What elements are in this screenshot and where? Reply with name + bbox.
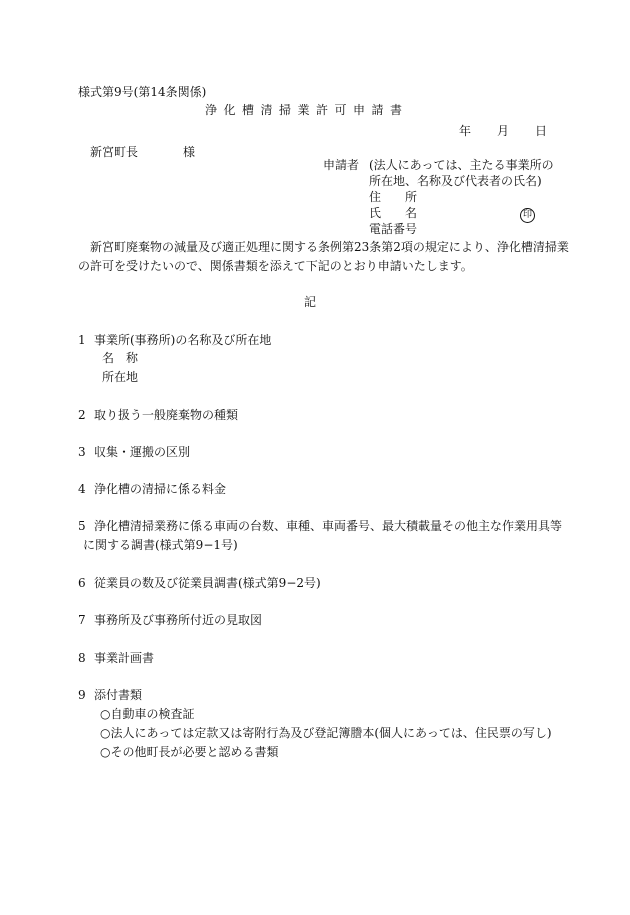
applicant-note-line2: 所在地、名称及び代表者の氏名) [369,174,542,188]
applicant-label: 申請者 [323,158,360,172]
body-line-1: 新宮町廃棄物の減量及び適正処理に関する条例第23条第2項の規定により、浄化槽清掃業 [90,240,569,254]
attachment-other-documents: ○その他町長が必要と認める書類 [100,745,279,759]
item-4-number: 4 [78,482,86,496]
document-title: 浄化槽清掃業許可申請書 [205,103,409,117]
item-8-text: 事業計画書 [94,651,155,665]
item-5-text: 浄化槽清掃業務に係る車両の台数、車種、車両番号、最大積載量その他主な作業用具等 [94,519,563,533]
addressee-name: 新宮町長 [90,145,139,159]
form-number: 様式第9号(第14条関係) [78,85,207,99]
applicant-note-line1: (法人にあっては、主たる事業所の [369,158,554,172]
item-7-number: 7 [78,613,86,627]
seal-mark: 印 [520,208,535,223]
applicant-name-label: 氏 名 [369,206,418,220]
date-year: 年 [459,124,472,138]
ki-heading: 記 [304,295,317,309]
applicant-seal [520,205,535,223]
item-8-number: 8 [78,651,86,665]
item-5-number: 5 [78,519,86,533]
date-month: 月 [497,124,510,138]
item-9-number: 9 [78,688,86,702]
item-2-number: 2 [78,408,86,422]
item-6-text: 従業員の数及び従業員調書(様式第9−2号) [94,576,321,590]
item-5-text-continued: に関する調書(様式第9−1号) [83,538,238,552]
item-6-number: 6 [78,576,86,590]
body-line-2: の許可を受けたいので、関係書類を添えて下記のとおり申請いたします。 [78,259,473,273]
applicant-address-label: 住 所 [369,190,418,204]
addressee-honorific: 様 [183,145,196,159]
date-day: 日 [535,124,548,138]
item-7-text: 事務所及び事務所付近の見取図 [94,613,263,627]
item-3-number: 3 [78,445,86,459]
item-4-text: 浄化槽の清掃に係る料金 [94,482,227,496]
item-1-number: 1 [78,333,86,347]
attachment-vehicle-inspection: ○自動車の検査証 [100,707,195,721]
item-1-text: 事業所(事務所)の名称及び所在地 [94,333,272,347]
item-1-sub-location: 所在地 [102,370,139,384]
item-2-text: 取り扱う一般廃棄物の種類 [94,408,239,422]
attachment-articles-registry: ○法人にあっては定款又は寄附行為及び登記簿謄本(個人にあっては、住民票の写し) [100,726,552,740]
item-3-text: 収集・運搬の区別 [94,445,191,459]
item-9-text: 添付書類 [94,688,143,702]
applicant-phone-label: 電話番号 [369,222,418,236]
item-1-sub-name: 名 称 [102,351,139,365]
